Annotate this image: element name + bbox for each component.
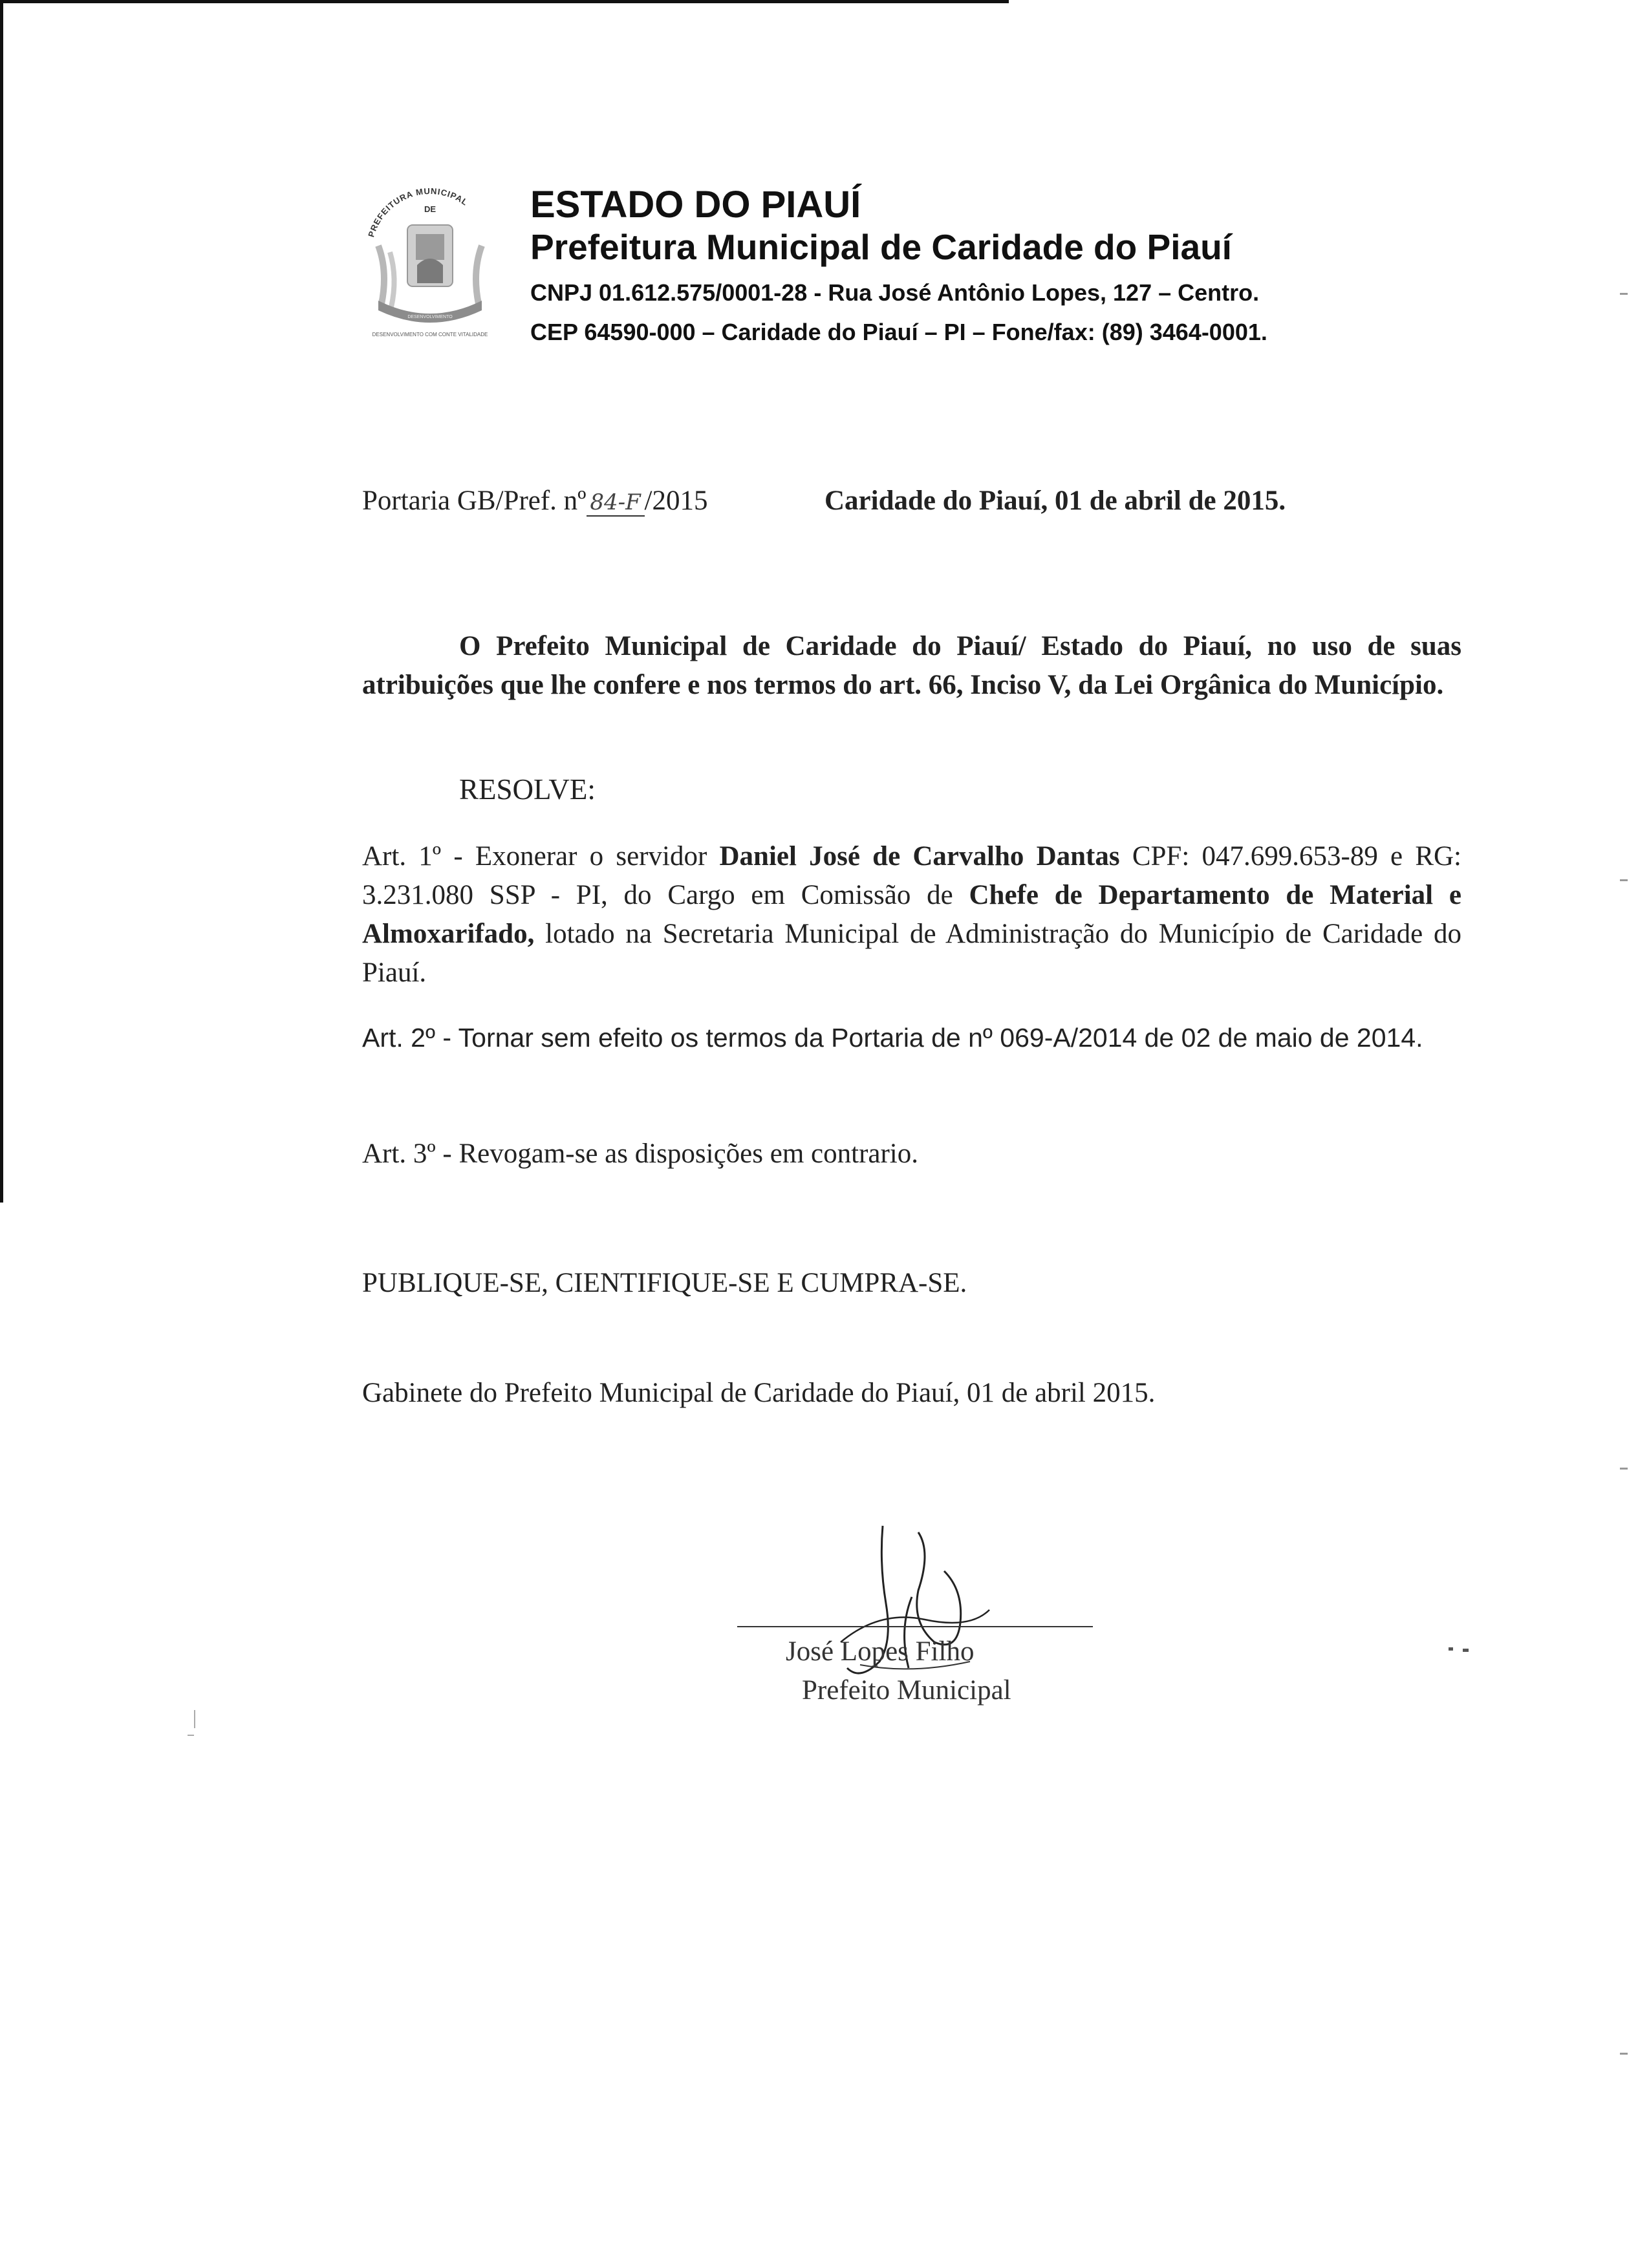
resolve-heading: RESOLVE: [459, 773, 596, 806]
municipal-seal-logo [352, 175, 508, 346]
signature-line [737, 1626, 1093, 1627]
portaria-date: Caridade do Piauí, 01 de abril de 2015. [824, 486, 1286, 516]
portaria-suffix: /2015 [644, 486, 708, 516]
article-1-text-b: CPF: 047.699.653-89 e RG: 3.231.080 SSP - PI, do Cargo em Comissão de [362, 841, 1462, 910]
article-1-text-a: - Exonerar o servidor [441, 841, 720, 872]
article-3-text: - Revogam-se as disposições em contrario. [435, 1139, 918, 1169]
signatory-role: Prefeito Municipal [802, 1675, 1011, 1706]
portaria-number [362, 485, 707, 517]
header-state: ESTADO DO PIAUÍ [530, 184, 861, 226]
article-1 [362, 837, 1461, 992]
article-2 [362, 1018, 1461, 1057]
portaria-handwritten-number: 84-F [587, 489, 645, 517]
article-3 [362, 1135, 1461, 1173]
article-1-employee-name: Daniel José de Carvalho Dantas [719, 841, 1120, 872]
header-cep-phone: CEP 64590-000 – Caridade do Piauí – PI – Fone/fax: (89) 3464-0001. [530, 319, 1267, 345]
seal-text-top: PREFEITURA MUNICIPAL [366, 186, 470, 239]
svg-text:DESENVOLVIMENTO: DESENVOLVIMENTO [407, 315, 453, 319]
seal-text-bottom: DESENVOLVIMENTO COM CONTE VITALIDADE [372, 332, 488, 337]
article-2-text: - Tornar sem efeito os termos da Portaria de nº 069-A/2014 de 02 de maio de 2014. [435, 1023, 1423, 1053]
preamble: O Prefeito Municipal de Caridade do Piauí/ Estado do Piauí, no uso de suas atribuições que lhe confere e nos termos do art. 66, Inciso V, da Lei Orgânica do Município. [362, 631, 1461, 700]
scan-border-top [0, 0, 1009, 3]
header-cnpj-address: CNPJ 01.612.575/0001-28 - Rua José Antônio Lopes, 127 – Centro. [530, 279, 1260, 306]
seal-text-mid: DE [424, 204, 436, 214]
article-1-text-c: lotado na Secretaria Municipal de Administração do Município de Caridade do Piauí. [362, 919, 1461, 988]
article-1-position: Chefe de Departamento de Material e Almoxarifado, [362, 880, 1461, 949]
article-2-label: Art. 2º [362, 1023, 435, 1053]
scan-border-left [0, 0, 3, 1203]
closing-statement: Gabinete do Prefeito Municipal de Caridade do Piauí, 01 de abril 2015. [362, 1378, 1156, 1408]
portaria-prefix: Portaria GB/Pref. nº [362, 486, 587, 516]
signatory-name: José Lopes Filho [786, 1636, 975, 1667]
header-city: Prefeitura Municipal de Caridade do Piauí [530, 227, 1232, 267]
publish-statement: PUBLIQUE-SE, CIENTIFIQUE-SE E CUMPRA-SE. [362, 1268, 967, 1298]
article-3-label: Art. 3º [362, 1139, 436, 1169]
article-1-label: Art. 1º [362, 841, 442, 872]
